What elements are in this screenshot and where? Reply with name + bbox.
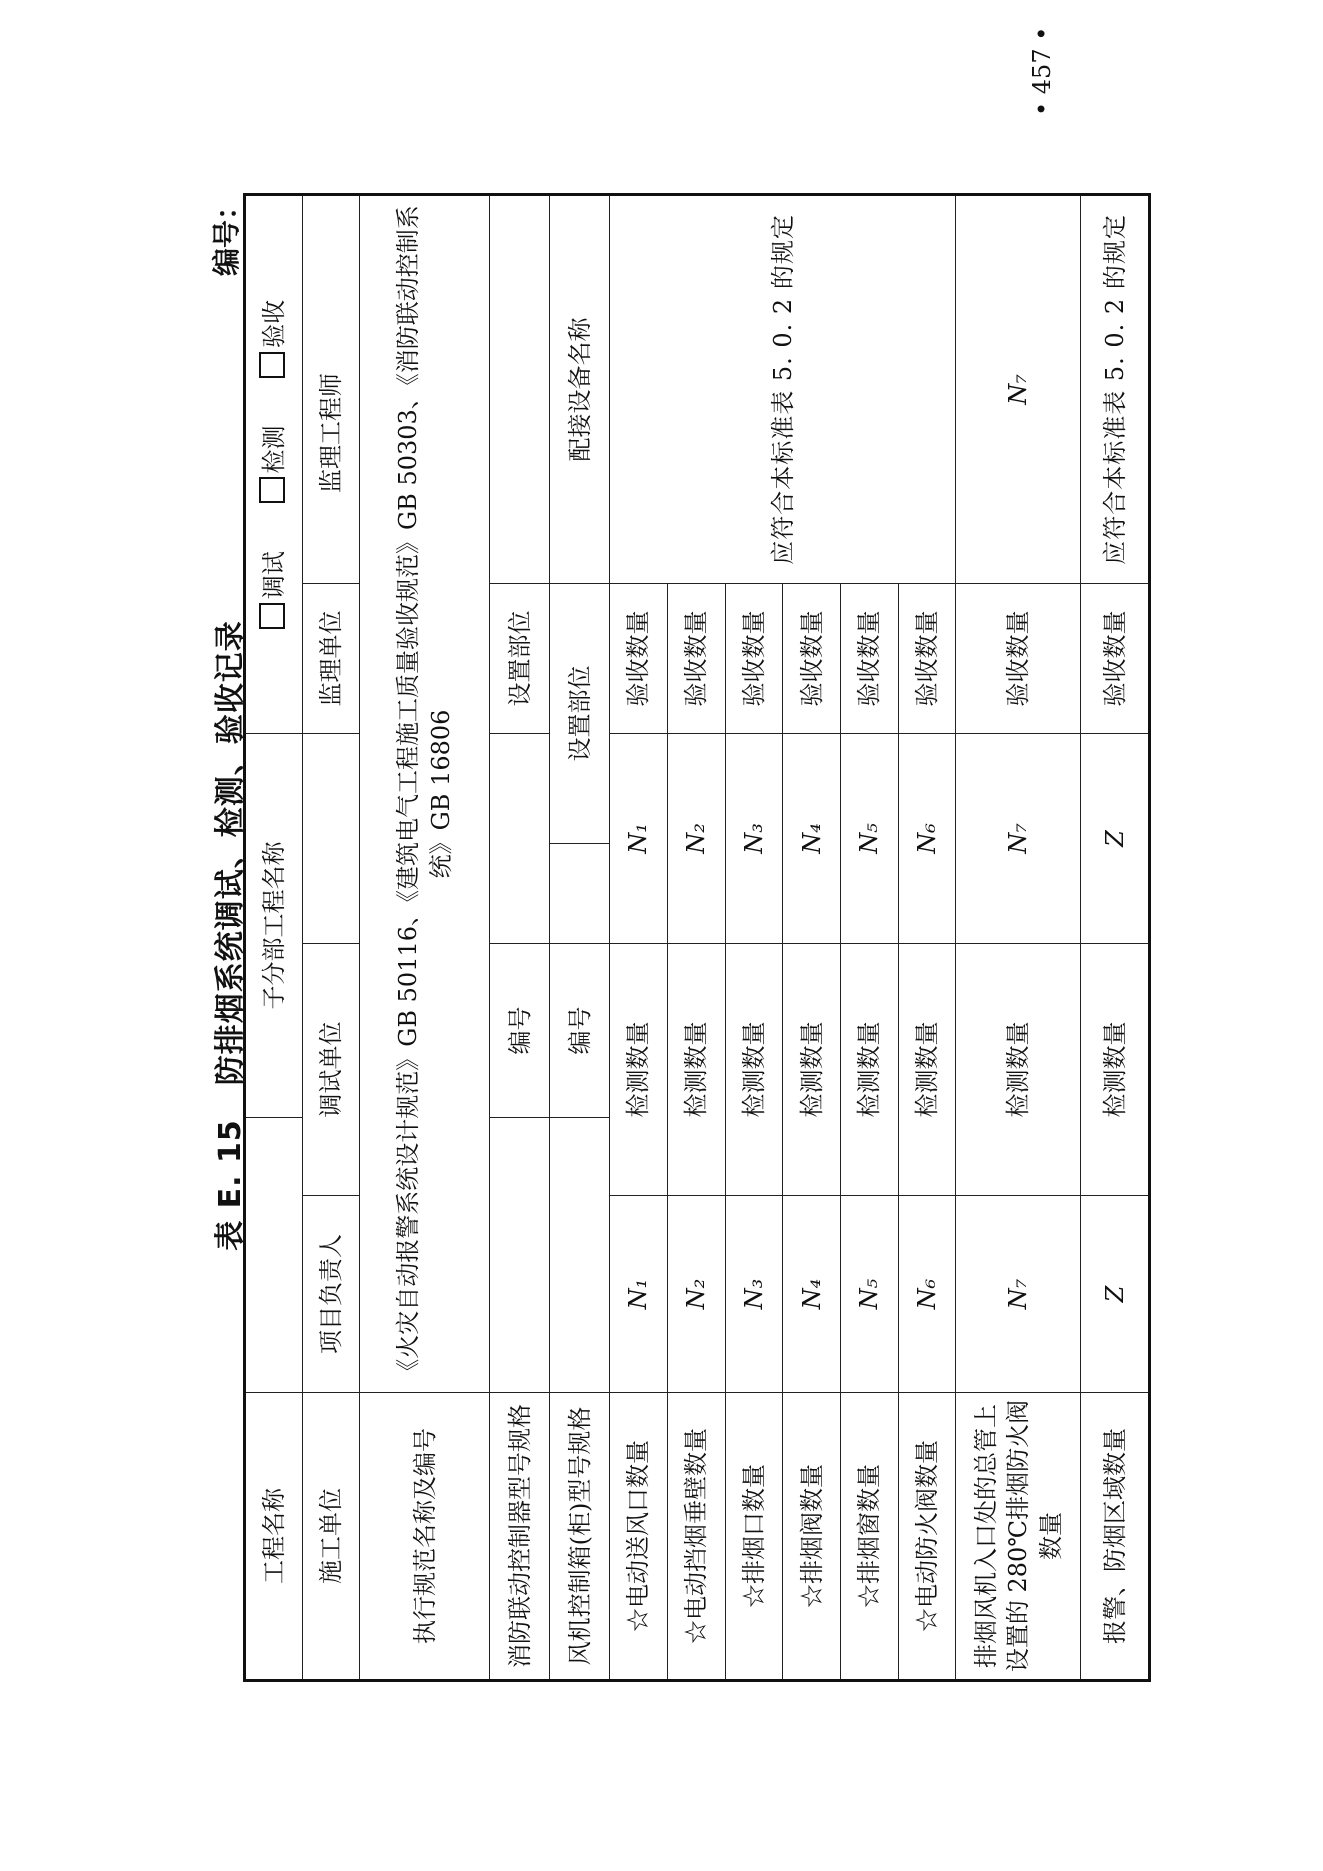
n-value: N₂ (668, 733, 726, 943)
checkbox-inspect[interactable] (259, 477, 285, 503)
requirement-value: N₇ (956, 194, 1081, 583)
check-qty-label: 检测数量 (783, 943, 841, 1195)
debug-unit-label: 调试单位 (302, 943, 360, 1195)
requirement-text: 应符合本标准表 5. 0. 2 的规定 (610, 194, 956, 583)
check-qty-label: 检测数量 (1081, 943, 1150, 1195)
pm-label: 项目负责人 (302, 1196, 360, 1393)
n-value: N₇ (956, 733, 1081, 943)
item-label: ☆排烟阀数量 (783, 1393, 841, 1681)
number-label-1: 编号 (490, 943, 550, 1117)
page-number: • 457 • (1028, 26, 1056, 116)
n-value: N₆ (898, 733, 956, 943)
accept-qty-label: 验收数量 (610, 583, 668, 733)
item-label: 排烟风机入口处的总管上设置的 280℃排烟防火阀数量 (956, 1393, 1081, 1681)
item-label: ☆电动防火阀数量 (898, 1393, 956, 1681)
accept-qty-label: 验收数量 (841, 583, 899, 733)
accept-qty-label: 验收数量 (783, 583, 841, 733)
checkbox-accept[interactable] (259, 352, 285, 378)
table-number: 表 E. 15 (213, 1119, 248, 1251)
supervisor-label: 监理工程师 (302, 194, 360, 583)
table-row (490, 194, 550, 1680)
check-qty-label: 检测数量 (841, 943, 899, 1195)
table-row (610, 194, 668, 1680)
location-value-1[interactable] (490, 194, 550, 583)
controller-label: 消防联动控制器型号规格 (490, 1393, 550, 1681)
table-row (360, 194, 490, 1680)
n-value: N₇ (956, 1196, 1081, 1393)
n-value: N₄ (783, 1196, 841, 1393)
n-value: N₁ (610, 733, 668, 943)
accept-qty-label: 验收数量 (898, 583, 956, 733)
type-options: 调试 检测 验收 (245, 194, 303, 733)
record-table (243, 193, 1151, 1682)
n-value: Z (1081, 1196, 1150, 1393)
n-value: N₅ (841, 1196, 899, 1393)
n-value: N₅ (841, 733, 899, 943)
location-label-2: 设置部位 (550, 583, 610, 843)
table-row (956, 194, 1081, 1680)
accept-qty-label: 验收数量 (956, 583, 1081, 733)
requirement-text: 应符合本标准表 5. 0. 2 的规定 (1081, 194, 1150, 583)
item-label: ☆电动挡烟垂壁数量 (668, 1393, 726, 1681)
standard-label: 执行规范名称及编号 (360, 1393, 490, 1681)
number-value-1[interactable] (490, 733, 550, 943)
device-name-label: 配接设备名称 (550, 194, 610, 583)
accept-qty-label: 验收数量 (668, 583, 726, 733)
number-label-2: 编号 (550, 943, 610, 1117)
fan-box-label: 风机控制箱(柜)型号规格 (550, 1393, 610, 1681)
item-label: ☆电动送风口数量 (610, 1393, 668, 1681)
accept-qty-label: 验收数量 (1081, 583, 1150, 733)
n-value: N₄ (783, 733, 841, 943)
table-row (302, 194, 360, 1680)
project-name-value[interactable] (245, 1117, 303, 1392)
n-value: N₃ (725, 1196, 783, 1393)
project-name-label: 工程名称 (245, 1393, 303, 1681)
check-qty-label: 检测数量 (898, 943, 956, 1195)
item-label: 报警、防烟区域数量 (1081, 1393, 1150, 1681)
n-value: N₆ (898, 1196, 956, 1393)
n-value: Z (1081, 733, 1150, 943)
n-value: N₁ (610, 1196, 668, 1393)
fan-box-value[interactable] (550, 1117, 610, 1392)
check-qty-label: 检测数量 (610, 943, 668, 1195)
n-value: N₂ (668, 1196, 726, 1393)
sub-project-label: 子分部工程名称 (245, 733, 303, 1117)
code-label: 编号： (210, 191, 243, 276)
table-name: 防排烟系统调试、检测、验收记录 (213, 620, 248, 1086)
checkbox-debug[interactable] (259, 603, 285, 629)
n-value: N₃ (725, 733, 783, 943)
accept-qty-label: 验收数量 (725, 583, 783, 733)
location-label-1: 设置部位 (490, 583, 550, 733)
standard-text: 《火灾自动报警系统设计规范》GB 50116、《建筑电气工程施工质量验收规范》GB 50303、《消防联动控制系统》GB 16806 (360, 194, 490, 1392)
check-qty-label: 检测数量 (725, 943, 783, 1195)
item-label: ☆排烟口数量 (725, 1393, 783, 1681)
contractor-label: 施工单位 (302, 1393, 360, 1681)
check-qty-label: 检测数量 (956, 943, 1081, 1195)
debug-unit-value[interactable] (302, 733, 360, 943)
table-row (550, 194, 610, 1680)
number-value-2[interactable] (550, 843, 610, 943)
table-row (245, 194, 303, 1680)
table-row (1081, 194, 1150, 1680)
item-label: ☆排烟窗数量 (841, 1393, 899, 1681)
supervision-unit-label: 监理单位 (302, 583, 360, 733)
controller-value[interactable] (490, 1117, 550, 1392)
check-qty-label: 检测数量 (668, 943, 726, 1195)
